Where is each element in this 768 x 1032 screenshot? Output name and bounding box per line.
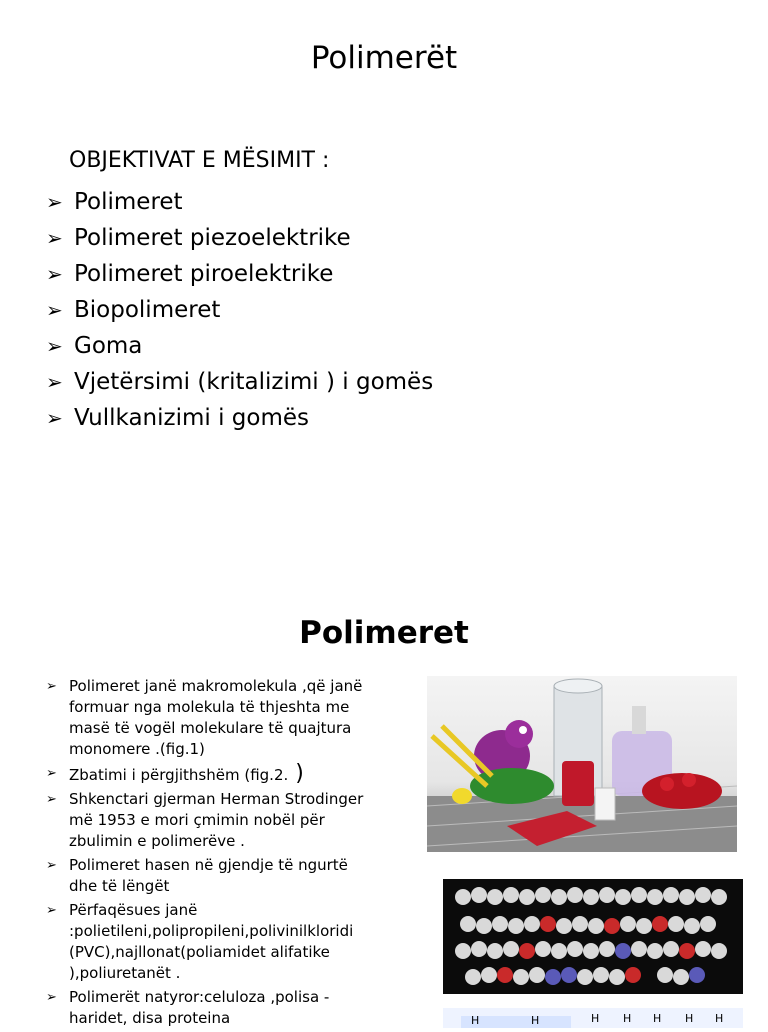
objectives-list <box>46 184 433 436</box>
arrowhead-bullet-icon: ➢ <box>46 262 63 286</box>
structural-formula-image <box>443 1008 743 1028</box>
arrowhead-bullet-icon: ➢ <box>46 406 63 430</box>
list-item: ➢ Vullkanizimi i gomës <box>46 405 309 431</box>
arrowhead-bullet-icon: ➢ <box>46 298 63 322</box>
svg-text:H: H <box>653 1012 662 1025</box>
list-item: ➢ Vjetërsimi (kritalizimi ) i gomës <box>46 369 434 395</box>
list-item: ➢ Biopolimeret <box>46 297 221 323</box>
arrowhead-bullet-icon: ➢ <box>46 792 57 807</box>
arrowhead-bullet-icon: ➢ <box>46 334 63 358</box>
svg-text:H: H <box>715 1012 724 1025</box>
list-item: ➢ Polimeret hasen në gjendje të ngurtë dhe të lëngët <box>46 856 348 895</box>
arrowhead-bullet-icon: ➢ <box>46 903 57 918</box>
slide-title: Polimerët <box>310 40 458 76</box>
slide-title: Polimeret <box>299 615 469 651</box>
list-item: ➢ Polimeret janë makromolekula ,që janë formuar nga molekula të thjeshta me masë të vogël molekulare të quajtura monomere .(fig.1) <box>46 677 363 758</box>
arrowhead-bullet-icon: ➢ <box>46 766 57 781</box>
objectives-heading: OBJEKTIVAT E MËSIMIT : <box>69 148 330 173</box>
svg-text:H: H <box>471 1014 480 1027</box>
polymer-chain-model-image <box>443 879 743 994</box>
arrowhead-bullet-icon: ➢ <box>46 990 57 1005</box>
arrowhead-bullet-icon: ➢ <box>46 858 57 873</box>
arrowhead-bullet-icon: ➢ <box>46 226 63 250</box>
bullet-list <box>46 676 376 1032</box>
arrowhead-bullet-icon: ➢ <box>46 190 63 214</box>
list-item: ➢ Shkenctari gjerman Herman Strodinger më 1953 e mori çmimin nobël për zbulimin e polimerëve . <box>46 790 364 850</box>
list-item: ➢ Zbatimi i përgjithshëm (fig.2. ) <box>46 761 304 786</box>
list-item: ➢ Polimeret <box>46 189 183 215</box>
list-item: ➢ Përfaqësues janë :polietileni,polipropileni,polivinilkloridi (PVC),najllonat(poliamidet alifatike ),poliuretanët . <box>46 901 354 982</box>
list-item: ➢ Goma <box>46 333 143 359</box>
svg-text:H: H <box>685 1012 694 1025</box>
svg-text:H: H <box>623 1012 632 1025</box>
arrowhead-bullet-icon: ➢ <box>46 370 63 394</box>
polymer-products-photo <box>427 676 737 852</box>
svg-text:H: H <box>531 1014 540 1027</box>
list-item: ➢ Polimeret piezoelektrike <box>46 225 351 251</box>
svg-text:H: H <box>591 1012 600 1025</box>
list-item: ➢ Polimeret piroelektrike <box>46 261 334 287</box>
arrowhead-bullet-icon: ➢ <box>46 679 57 694</box>
list-item: ➢ Polimerët natyror:celuloza ,polisa -haridet, disa proteina <box>46 988 330 1027</box>
